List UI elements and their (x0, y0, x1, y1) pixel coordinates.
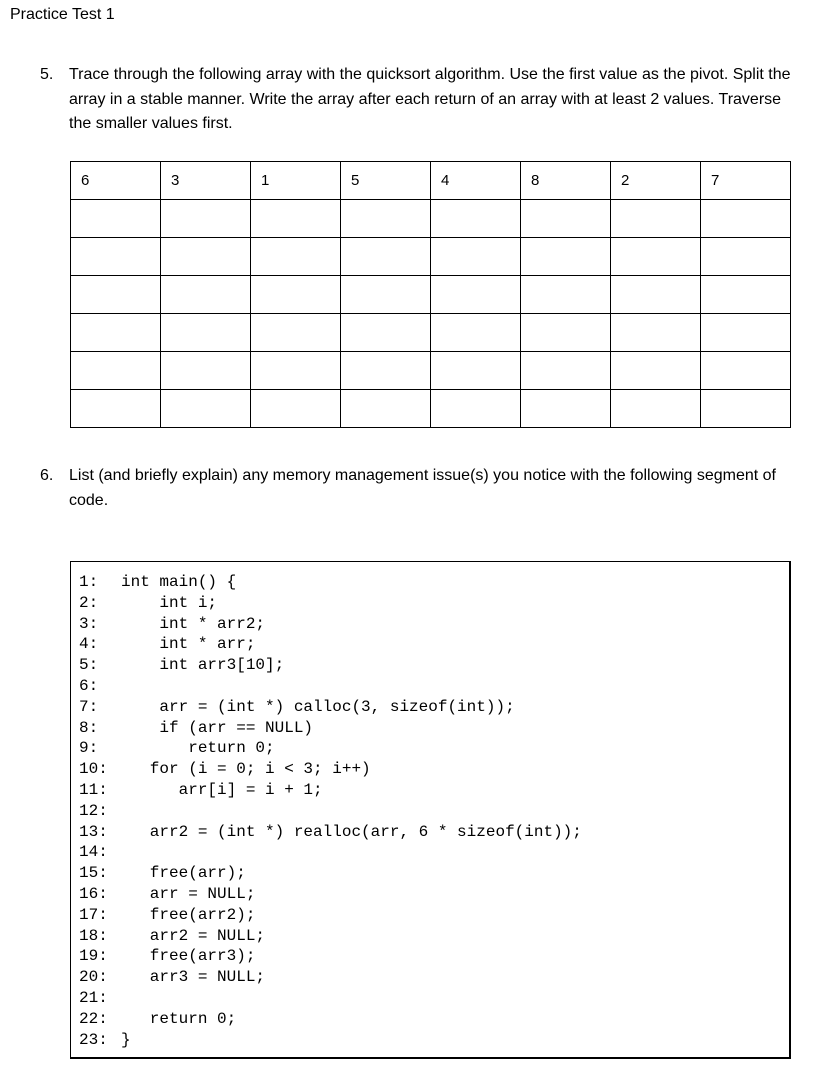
code-line (79, 905, 582, 926)
array-cell: 7 (701, 162, 791, 200)
line-number: 1: (79, 573, 99, 591)
code-text: arr = NULL; (121, 884, 256, 903)
code-text: if (arr == NULL) (121, 718, 314, 737)
line-number: 3: (79, 614, 99, 633)
table-row-blank (71, 238, 791, 276)
answer-cell[interactable] (161, 390, 251, 428)
array-cell: 3 (161, 162, 251, 200)
answer-cell[interactable] (251, 200, 341, 238)
answer-cell[interactable] (611, 390, 701, 428)
array-cell: 4 (431, 162, 521, 200)
question-text: List (and briefly explain) any memory management issue(s) you notice with the following segment of code. (69, 467, 776, 509)
answer-cell[interactable] (71, 200, 161, 238)
code-text: free(arr); (121, 864, 246, 883)
answer-cell[interactable] (431, 352, 521, 390)
question-number: 5. (40, 66, 54, 83)
question-number: 6. (40, 467, 54, 484)
code-text: } (121, 1030, 131, 1049)
array-cell: 6 (71, 162, 161, 200)
line-number: 2: (79, 593, 99, 612)
line-number: 4: (79, 635, 99, 654)
code-text: int * arr2; (121, 614, 266, 633)
code-line (79, 676, 582, 697)
quicksort-trace-table (70, 161, 791, 428)
code-line (79, 1030, 582, 1051)
answer-cell[interactable] (611, 352, 701, 390)
answer-cell[interactable] (521, 352, 611, 390)
code-text: arr2 = (int *) realloc(arr, 6 * sizeof(int)); (121, 822, 582, 841)
line-number: 14: (79, 843, 108, 862)
answer-cell[interactable] (701, 314, 791, 352)
code-line (79, 780, 582, 801)
array-cell: 2 (611, 162, 701, 200)
code-line (79, 572, 582, 593)
answer-cell[interactable] (701, 276, 791, 314)
line-number: 23: (79, 1030, 108, 1049)
array-cell: 1 (251, 162, 341, 200)
code-line (79, 655, 582, 676)
code-text: int i; (121, 593, 218, 612)
line-number: 15: (79, 864, 108, 883)
code-line (79, 697, 582, 718)
code-text: int main() { (121, 573, 237, 591)
answer-cell[interactable] (701, 390, 791, 428)
answer-cell[interactable] (161, 200, 251, 238)
code-line (79, 801, 582, 822)
code-line (79, 759, 582, 780)
line-number: 8: (79, 718, 99, 737)
code-text: arr[i] = i + 1; (121, 780, 323, 799)
line-number: 12: (79, 801, 108, 820)
answer-cell[interactable] (611, 238, 701, 276)
code-text: for (i = 0; i < 3; i++) (121, 760, 371, 779)
code-text: int * arr; (121, 635, 256, 654)
question-text: Trace through the following array with the quicksort algorithm. Use the first value as the pivot. Split the array in a stable manner. Write the array after each return of an array with at least 2 values. Traverse the smaller values first. (69, 66, 791, 132)
line-number: 18: (79, 926, 108, 945)
answer-cell[interactable] (71, 352, 161, 390)
answer-cell[interactable] (611, 200, 701, 238)
line-number: 9: (79, 739, 99, 758)
answer-cell[interactable] (521, 314, 611, 352)
line-number: 20: (79, 968, 108, 987)
code-line (79, 842, 582, 863)
code-block (70, 561, 791, 1059)
table-row-blank (71, 314, 791, 352)
answer-cell[interactable] (341, 390, 431, 428)
answer-cell[interactable] (161, 314, 251, 352)
code-text: return 0; (121, 1009, 237, 1028)
answer-cell[interactable] (521, 200, 611, 238)
answer-cell[interactable] (341, 200, 431, 238)
table-row-blank (71, 352, 791, 390)
answer-cell[interactable] (341, 314, 431, 352)
code-line (79, 614, 582, 635)
answer-cell[interactable] (431, 238, 521, 276)
code-line (79, 593, 582, 614)
code-text: arr2 = NULL; (121, 926, 266, 945)
answer-cell[interactable] (521, 276, 611, 314)
code-text: return 0; (121, 739, 275, 758)
code-line (79, 926, 582, 947)
code-line (79, 738, 582, 759)
answer-cell[interactable] (71, 238, 161, 276)
code-text: int arr3[10]; (121, 656, 285, 675)
answer-cell[interactable] (251, 352, 341, 390)
table-row-initial (71, 162, 791, 200)
answer-cell[interactable] (611, 314, 701, 352)
line-number: 17: (79, 905, 108, 924)
line-number: 19: (79, 947, 108, 966)
answer-cell[interactable] (701, 238, 791, 276)
page-title: Practice Test 1 (10, 6, 115, 23)
code-line (79, 988, 582, 1009)
code-text: free(arr3); (121, 947, 256, 966)
code-line (79, 946, 582, 967)
code-line (79, 967, 582, 988)
code-line (79, 634, 582, 655)
answer-cell[interactable] (521, 390, 611, 428)
question-5 (40, 63, 800, 137)
question-6 (40, 464, 800, 513)
answer-cell[interactable] (161, 276, 251, 314)
table-row-blank (71, 200, 791, 238)
answer-cell[interactable] (431, 200, 521, 238)
answer-cell[interactable] (341, 238, 431, 276)
answer-cell[interactable] (251, 314, 341, 352)
line-number: 13: (79, 822, 108, 841)
answer-cell[interactable] (341, 276, 431, 314)
answer-cell[interactable] (701, 200, 791, 238)
array-cell: 8 (521, 162, 611, 200)
code-line (79, 863, 582, 884)
answer-cell[interactable] (71, 314, 161, 352)
answer-cell[interactable] (431, 390, 521, 428)
answer-cell[interactable] (161, 352, 251, 390)
line-number: 7: (79, 697, 99, 716)
answer-cell[interactable] (701, 352, 791, 390)
array-cell: 5 (341, 162, 431, 200)
answer-cell[interactable] (521, 238, 611, 276)
answer-cell[interactable] (431, 276, 521, 314)
code-line (79, 822, 582, 843)
line-number: 16: (79, 884, 108, 903)
answer-cell[interactable] (161, 238, 251, 276)
line-number: 22: (79, 1009, 108, 1028)
code-text: arr = (int *) calloc(3, sizeof(int)); (121, 697, 515, 716)
answer-cell[interactable] (71, 276, 161, 314)
line-number: 10: (79, 760, 108, 779)
line-number: 5: (79, 656, 99, 675)
table-row-blank (71, 390, 791, 428)
code-text: arr3 = NULL; (121, 968, 266, 987)
code-line (79, 1009, 582, 1030)
answer-cell[interactable] (341, 352, 431, 390)
code-line (79, 718, 582, 739)
code-text: free(arr2); (121, 905, 256, 924)
code-line (79, 884, 582, 905)
answer-cell[interactable] (251, 390, 341, 428)
line-number: 21: (79, 988, 108, 1007)
answer-cell[interactable] (251, 238, 341, 276)
answer-cell[interactable] (251, 276, 341, 314)
answer-cell[interactable] (431, 314, 521, 352)
answer-cell[interactable] (611, 276, 701, 314)
code-lines (79, 572, 582, 1050)
table-row-blank (71, 276, 791, 314)
line-number: 11: (79, 780, 108, 799)
line-number: 6: (79, 676, 99, 695)
answer-cell[interactable] (71, 390, 161, 428)
